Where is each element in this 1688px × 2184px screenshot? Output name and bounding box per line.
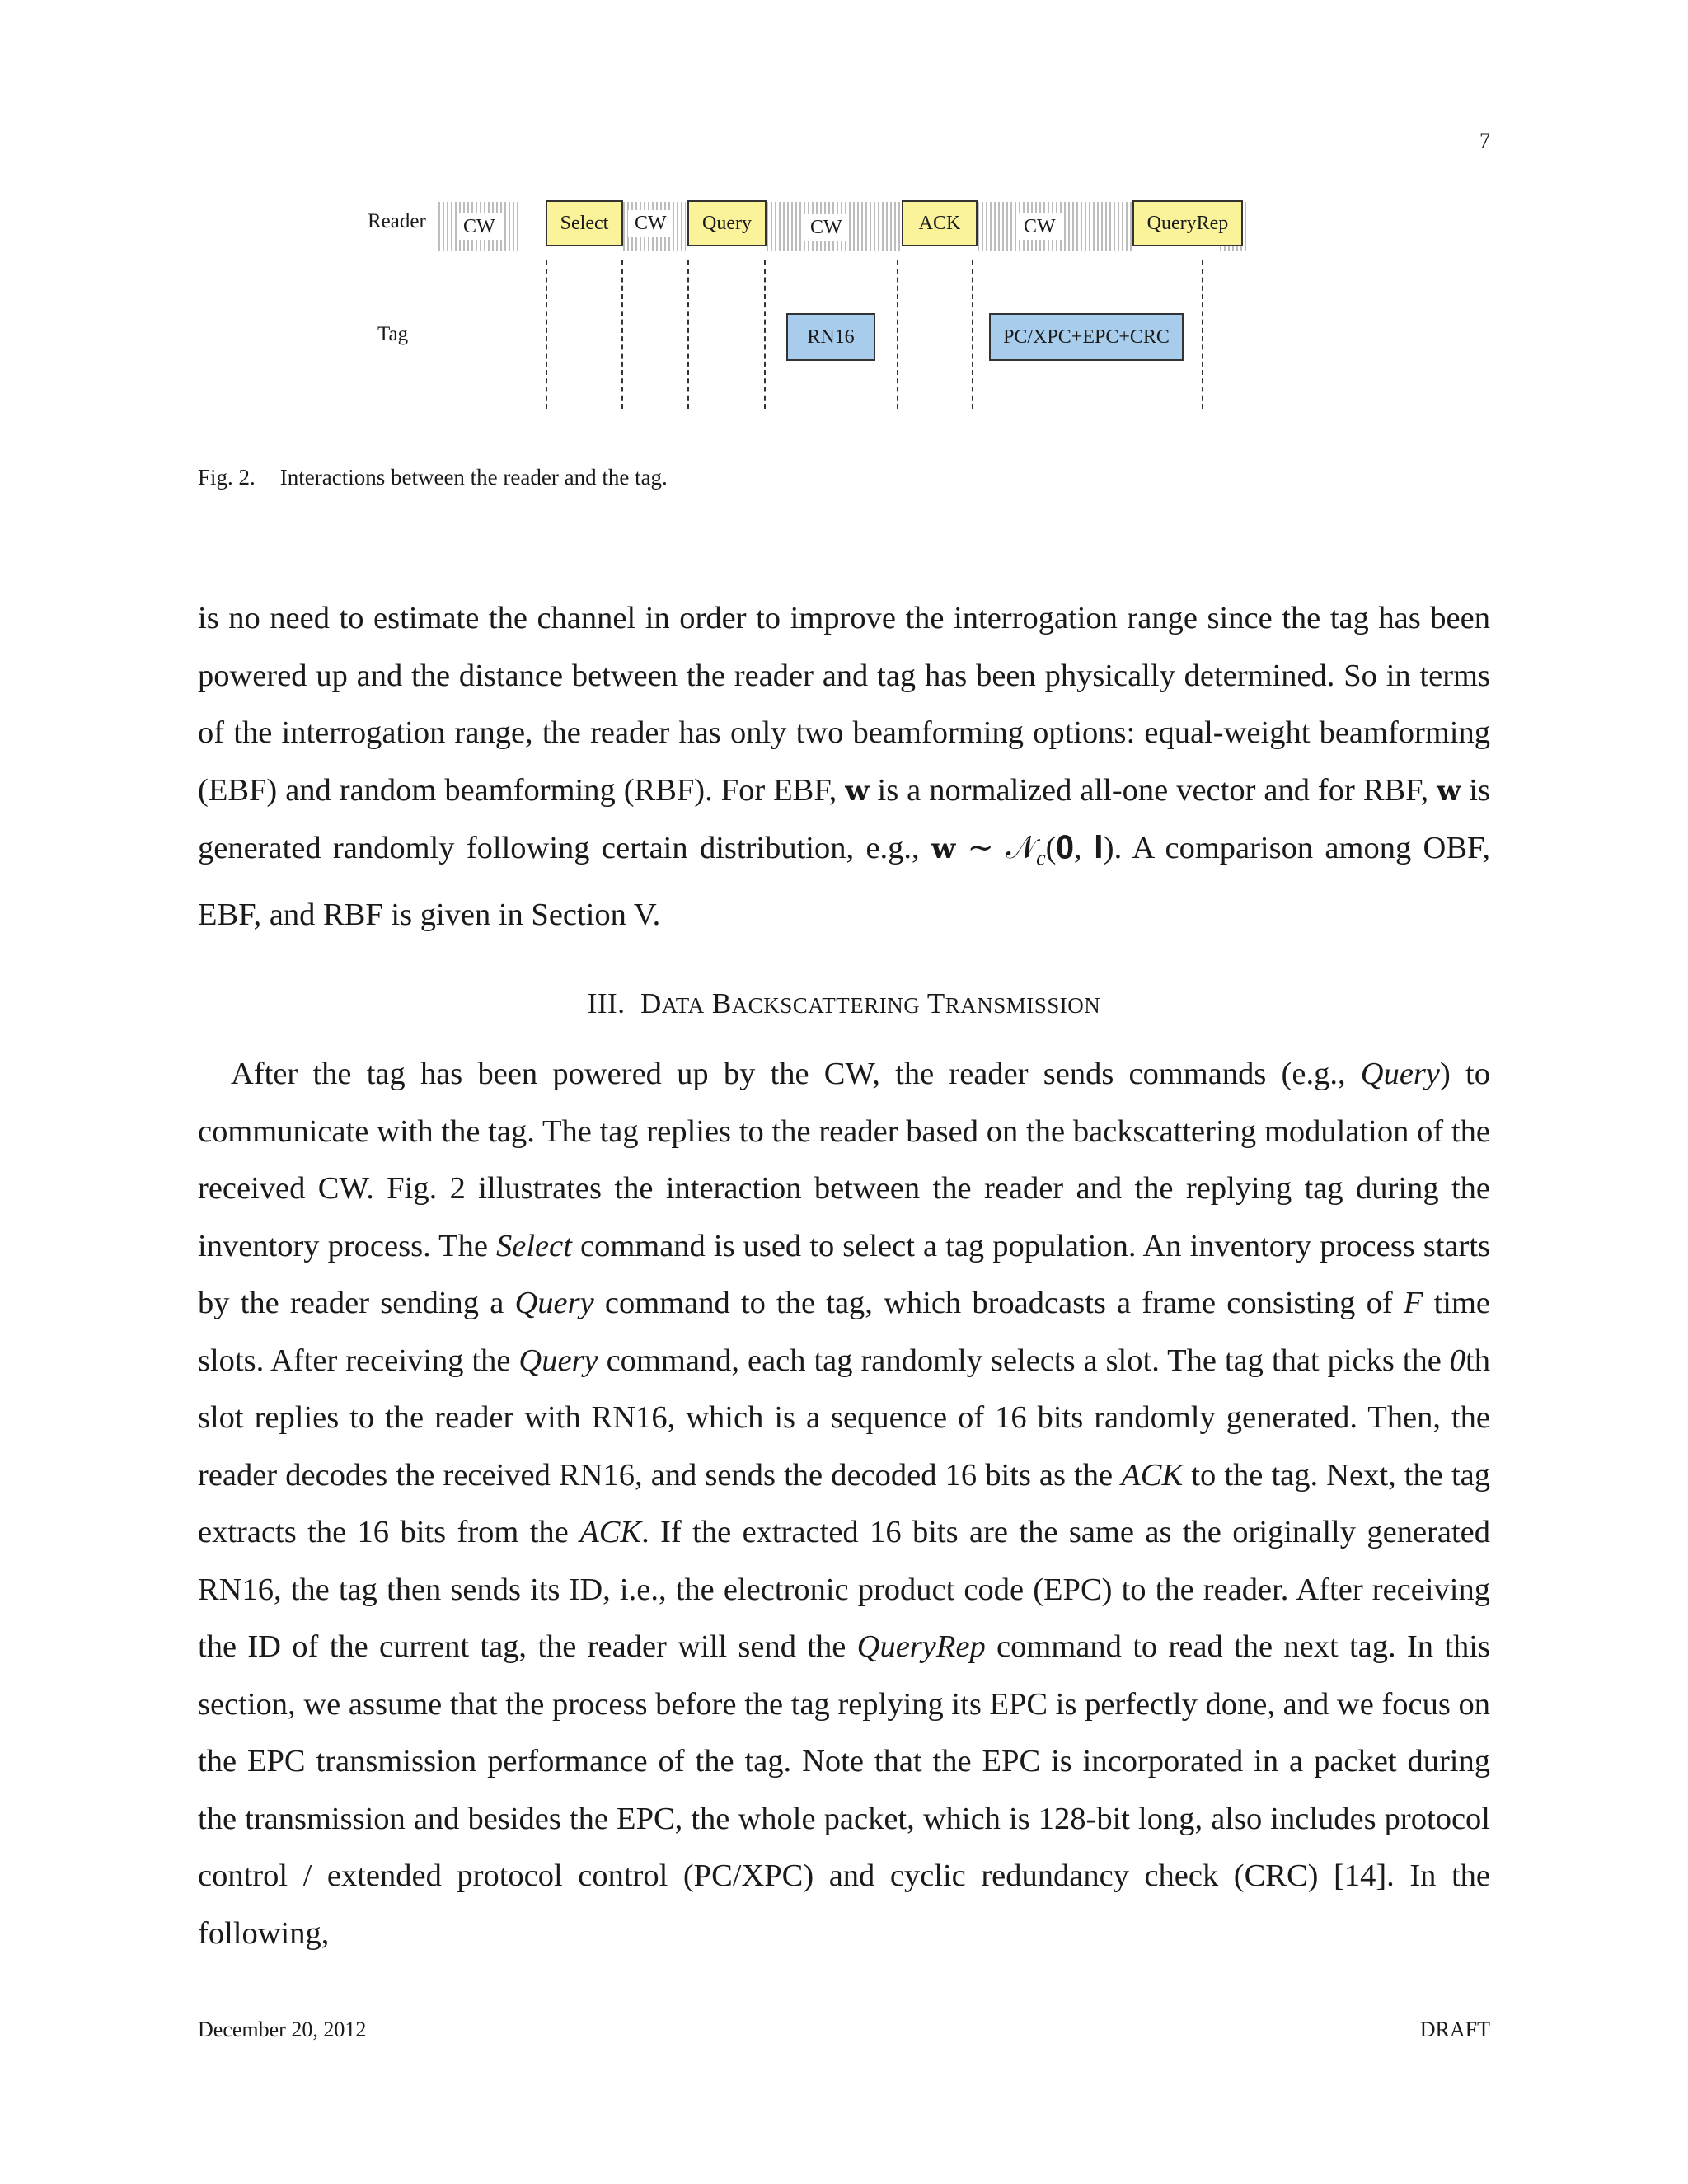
math-subscript: c (1036, 846, 1046, 870)
rn16-reply-label: RN16 (807, 326, 855, 348)
timing-line (897, 260, 898, 409)
cw-segment (438, 202, 521, 251)
text-run: command is used to select a tag population. An inventory process starts by the reader sending a (198, 1228, 1490, 1320)
footer-date: December 20, 2012 (198, 2018, 367, 2041)
text-run: command to read the next tag. In this section, we assume that the process before the tag replying its EPC is perfectly done, and we focus on the EPC transmission performance of the tag. Note that the EPC is incorporated in a packet during the transmission and besides the EPC, the whole packet, which is 128-bit long, also includes protocol control / extended protocol control (PC/XPC) and cyclic redundancy check (CRC) [14]. In the following, (198, 1629, 1490, 1951)
figure-reader-tag-interaction (346, 188, 1335, 410)
timing-line (764, 260, 766, 409)
page-number: 7 (1479, 129, 1490, 152)
timing-line (972, 260, 973, 409)
figure-caption (198, 465, 668, 490)
query-command-box (687, 200, 767, 246)
text-run: time slots. After receiving the (198, 1286, 1491, 1378)
italic-term: 0 (1449, 1343, 1466, 1378)
epc-reply-label: PC/XPC+EPC+CRC (1003, 326, 1170, 348)
cw-label: CW (457, 213, 502, 240)
timing-line (546, 260, 547, 409)
timing-line (1202, 260, 1203, 409)
ack-command-box (902, 200, 978, 246)
query-command-label: Query (702, 212, 752, 234)
cw-segment (767, 202, 902, 251)
cw-segment (978, 202, 1132, 251)
ack-command-label: ACK (918, 212, 961, 234)
heading-smallcaps: RANSMISSION (945, 993, 1101, 1018)
cw-label: CW (804, 214, 849, 241)
italic-term: F (1403, 1286, 1423, 1320)
cw-segment (623, 202, 686, 251)
figure-caption-text: Interactions between the reader and the tag. (279, 465, 668, 490)
italic-term: ACK (579, 1515, 642, 1549)
italic-term: Query (1360, 1057, 1440, 1091)
timing-line (687, 260, 689, 409)
select-command-box (546, 200, 623, 246)
italic-term: Query (514, 1286, 594, 1320)
heading-cap: T (926, 987, 945, 1019)
cw-label: CW (1017, 213, 1062, 240)
text-run: is no need to estimate the channel in order to improve the interrogation range since the tag has been powered up and the distance between the reader and tag has been physically determined. So in terms of the interrogation range, the reader has only two beamforming options: equal-weight beamforming (EBF) and random beamforming (RBF). For EBF, (198, 601, 1490, 808)
math-w: w (931, 832, 956, 865)
cw-label: CW (628, 210, 673, 237)
figure-caption-number: Fig. 2. (198, 465, 256, 490)
heading-cap: B (711, 987, 732, 1019)
text-run: is generated randomly following certain distribution, e.g., (198, 772, 1490, 865)
section-number: III. (587, 987, 626, 1019)
math-w: w (1437, 774, 1461, 808)
math-args: (𝟎, 𝐈) (1045, 831, 1114, 865)
queryrep-command-label: QueryRep (1146, 212, 1229, 234)
paragraph-backscatter (198, 1046, 1490, 1962)
epc-reply-box (989, 313, 1184, 361)
heading-smallcaps: ATA (661, 993, 705, 1018)
queryrep-command-box (1132, 200, 1243, 246)
heading-cap: D (640, 987, 662, 1019)
italic-term: QueryRep (856, 1629, 986, 1664)
text-run: . If the extracted 16 bits are the same as the originally generated RN16, the tag then sends its ID, i.e., the electronic product code (EPC) to the reader. After receiving the ID of the current tag, the reader will send the (198, 1515, 1490, 1664)
section-heading (198, 987, 1490, 1020)
text-run: th slot replies to the reader with RN16, which is a sequence of 16 bits randomly generated. Then, the reader decodes the received RN16, and sends the decoded 16 bits as the (198, 1343, 1490, 1493)
footer-draft: DRAFT (1419, 2018, 1490, 2041)
math-w: w (845, 774, 870, 808)
paragraph-beamforming (198, 590, 1490, 944)
rn16-reply-box (786, 313, 875, 361)
select-command-label: Select (560, 212, 609, 234)
text-run: command, each tag randomly selects a slot. The tag that picks the (598, 1343, 1450, 1378)
text-run: ) to communicate with the tag. The tag replies to the reader based on the backscattering modulation of the received CW. Fig. 2 illustrates the interaction between the reader and the replying tag during the inventory process. The (198, 1057, 1490, 1263)
text-run: is a normalized all-one vector and for RBF, (869, 772, 1437, 808)
text-run: . A comparison among OBF, EBF, and RBF is given in Section V. (198, 831, 1490, 933)
text-run: After the tag has been powered up by the CW, the reader sends commands (e.g., (231, 1057, 1361, 1091)
tag-row-label: Tag (377, 323, 409, 345)
math-distribution: ∼ 𝒩 (955, 831, 1037, 865)
italic-term: Select (496, 1228, 572, 1263)
timing-line (621, 260, 623, 409)
reader-row-label: Reader (368, 210, 426, 232)
heading-smallcaps: ACKSCATTERING (731, 993, 921, 1018)
text-run: command to the tag, which broadcasts a frame consisting of (593, 1286, 1404, 1320)
italic-term: Query (518, 1343, 598, 1378)
italic-term: ACK (1121, 1457, 1184, 1493)
text-run: to the tag. Next, the tag extracts the 16 bits from the (198, 1457, 1490, 1549)
